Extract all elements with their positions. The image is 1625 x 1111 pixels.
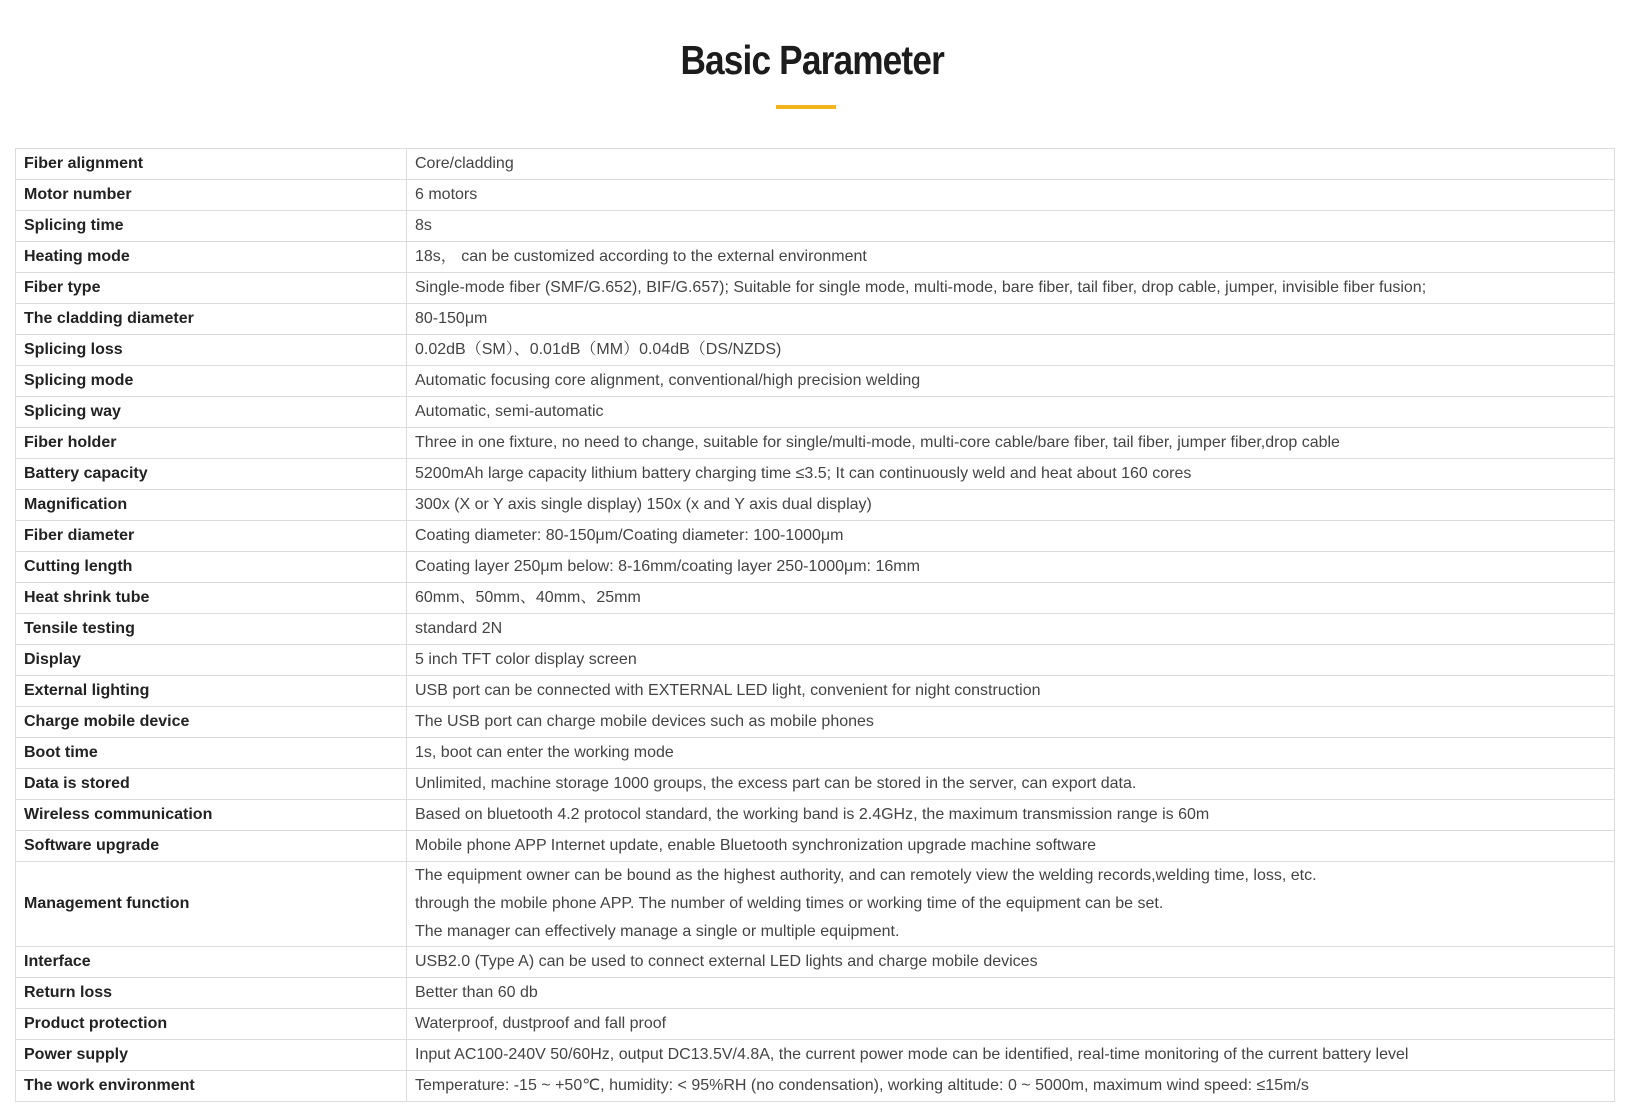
table-row [16,211,1615,242]
parameter-value: 0.02dB（SM）、0.01dB（MM）0.04dB（DS/NZDS) [407,335,1615,366]
parameter-label: Splicing time [16,211,407,242]
parameter-value: Mobile phone APP Internet update, enable Bluetooth synchronization upgrade machine software [407,831,1615,862]
table-row [16,738,1615,769]
parameter-value: The USB port can charge mobile devices such as mobile phones [407,707,1615,738]
table-row [16,335,1615,366]
parameter-value: 60mm、50mm、40mm、25mm [407,583,1615,614]
parameter-label: Display [16,645,407,676]
table-row [16,978,1615,1009]
parameter-label: Charge mobile device [16,707,407,738]
parameter-label: Heat shrink tube [16,583,407,614]
parameter-value: Based on bluetooth 4.2 protocol standard, the working band is 2.4GHz, the maximum transmission range is 60m [407,800,1615,831]
parameter-value: Three in one fixture, no need to change, suitable for single/multi-mode, multi-core cable/bare fiber, tail fiber, jumper fiber,drop cable [407,428,1615,459]
parameter-label: Product protection [16,1009,407,1040]
table-row [16,645,1615,676]
parameter-label: Return loss [16,978,407,1009]
parameter-label: The work environment [16,1071,407,1102]
table-row [16,521,1615,552]
parameter-value: standard 2N [407,614,1615,645]
parameter-table-body [16,149,1615,1102]
parameter-value: Unlimited, machine storage 1000 groups, the excess part can be stored in the server, can export data. [407,769,1615,800]
parameter-value: Temperature: -15 ~ +50℃, humidity: < 95%RH (no condensation), working altitude: 0 ~ 5000m, maximum wind speed: ≤15m/s [407,1071,1615,1102]
parameter-value: 5 inch TFT color display screen [407,645,1615,676]
table-row [16,862,1615,947]
parameter-label: Splicing way [16,397,407,428]
parameter-value: USB2.0 (Type A) can be used to connect external LED lights and charge mobile devices [407,947,1615,978]
parameter-label: Data is stored [16,769,407,800]
table-row [16,614,1615,645]
parameter-value: 18s， can be customized according to the external environment [407,242,1615,273]
title-underline-accent [776,105,836,109]
table-row [16,242,1615,273]
parameter-value: 300x (X or Y axis single display) 150x (x and Y axis dual display) [407,490,1615,521]
parameter-label: Interface [16,947,407,978]
parameter-value: Coating layer 250μm below: 8-16mm/coating layer 250-1000μm: 16mm [407,552,1615,583]
parameter-value-line: The manager can effectively manage a single or multiple equipment. [415,923,900,940]
parameter-label: Battery capacity [16,459,407,490]
parameter-label: Fiber holder [16,428,407,459]
parameter-value: Automatic focusing core alignment, conventional/high precision welding [407,366,1615,397]
table-row [16,149,1615,180]
table-row [16,428,1615,459]
parameter-label: Management function [16,862,407,947]
parameter-label: Magnification [16,490,407,521]
table-row [16,1040,1615,1071]
parameter-label: Fiber alignment [16,149,407,180]
parameter-label: Cutting length [16,552,407,583]
parameter-value: Input AC100-240V 50/60Hz, output DC13.5V/4.8A, the current power mode can be identified, real-time monitoring of the current battery level [407,1040,1615,1071]
parameter-value: 5200mAh large capacity lithium battery charging time ≤3.5; It can continuously weld and heat about 160 cores [407,459,1615,490]
page-title: Basic Parameter [680,37,945,83]
parameter-label: Motor number [16,180,407,211]
parameter-value: USB port can be connected with EXTERNAL LED light, convenient for night construction [407,676,1615,707]
parameter-label: Fiber diameter [16,521,407,552]
parameter-label: Power supply [16,1040,407,1071]
table-row [16,676,1615,707]
table-row [16,459,1615,490]
parameter-label: The cladding diameter [16,304,407,335]
parameter-label: Wireless communication [16,800,407,831]
table-row [16,800,1615,831]
table-row [16,583,1615,614]
parameter-value: Better than 60 db [407,978,1615,1009]
table-row [16,831,1615,862]
parameter-value: 8s [407,211,1615,242]
parameter-table [15,148,1615,1102]
parameter-label: Splicing loss [16,335,407,366]
parameter-label: Tensile testing [16,614,407,645]
table-row [16,180,1615,211]
table-row [16,490,1615,521]
table-row [16,1071,1615,1102]
table-row [16,304,1615,335]
parameter-value: 6 motors [407,180,1615,211]
table-row [16,397,1615,428]
parameter-value: Core/cladding [407,149,1615,180]
parameter-value: Automatic, semi-automatic [407,397,1615,428]
table-row [16,1009,1615,1040]
parameter-value-multiline [407,862,1615,947]
parameter-label: Heating mode [16,242,407,273]
parameter-value: Single-mode fiber (SMF/G.652), BIF/G.657); Suitable for single mode, multi-mode, bare fiber, tail fiber, drop cable, jumper, invisible fiber fusion; [407,273,1615,304]
parameter-value: Coating diameter: 80-150μm/Coating diameter: 100-1000μm [407,521,1615,552]
parameter-value: 1s, boot can enter the working mode [407,738,1615,769]
parameter-value-line: The equipment owner can be bound as the highest authority, and can remotely view the welding records,welding time, loss, etc. [415,867,1317,884]
parameter-label: External lighting [16,676,407,707]
table-row [16,366,1615,397]
parameter-value: 80-150μm [407,304,1615,335]
parameter-label: Boot time [16,738,407,769]
table-row [16,769,1615,800]
table-row [16,552,1615,583]
page-header [0,30,1625,90]
table-row [16,273,1615,304]
parameter-value: Waterproof, dustproof and fall proof [407,1009,1615,1040]
parameter-label: Fiber type [16,273,407,304]
table-row [16,707,1615,738]
parameter-value-line: through the mobile phone APP. The number of welding times or working time of the equipment can be set. [415,895,1164,912]
parameter-label: Software upgrade [16,831,407,862]
parameter-label: Splicing mode [16,366,407,397]
table-row [16,947,1615,978]
